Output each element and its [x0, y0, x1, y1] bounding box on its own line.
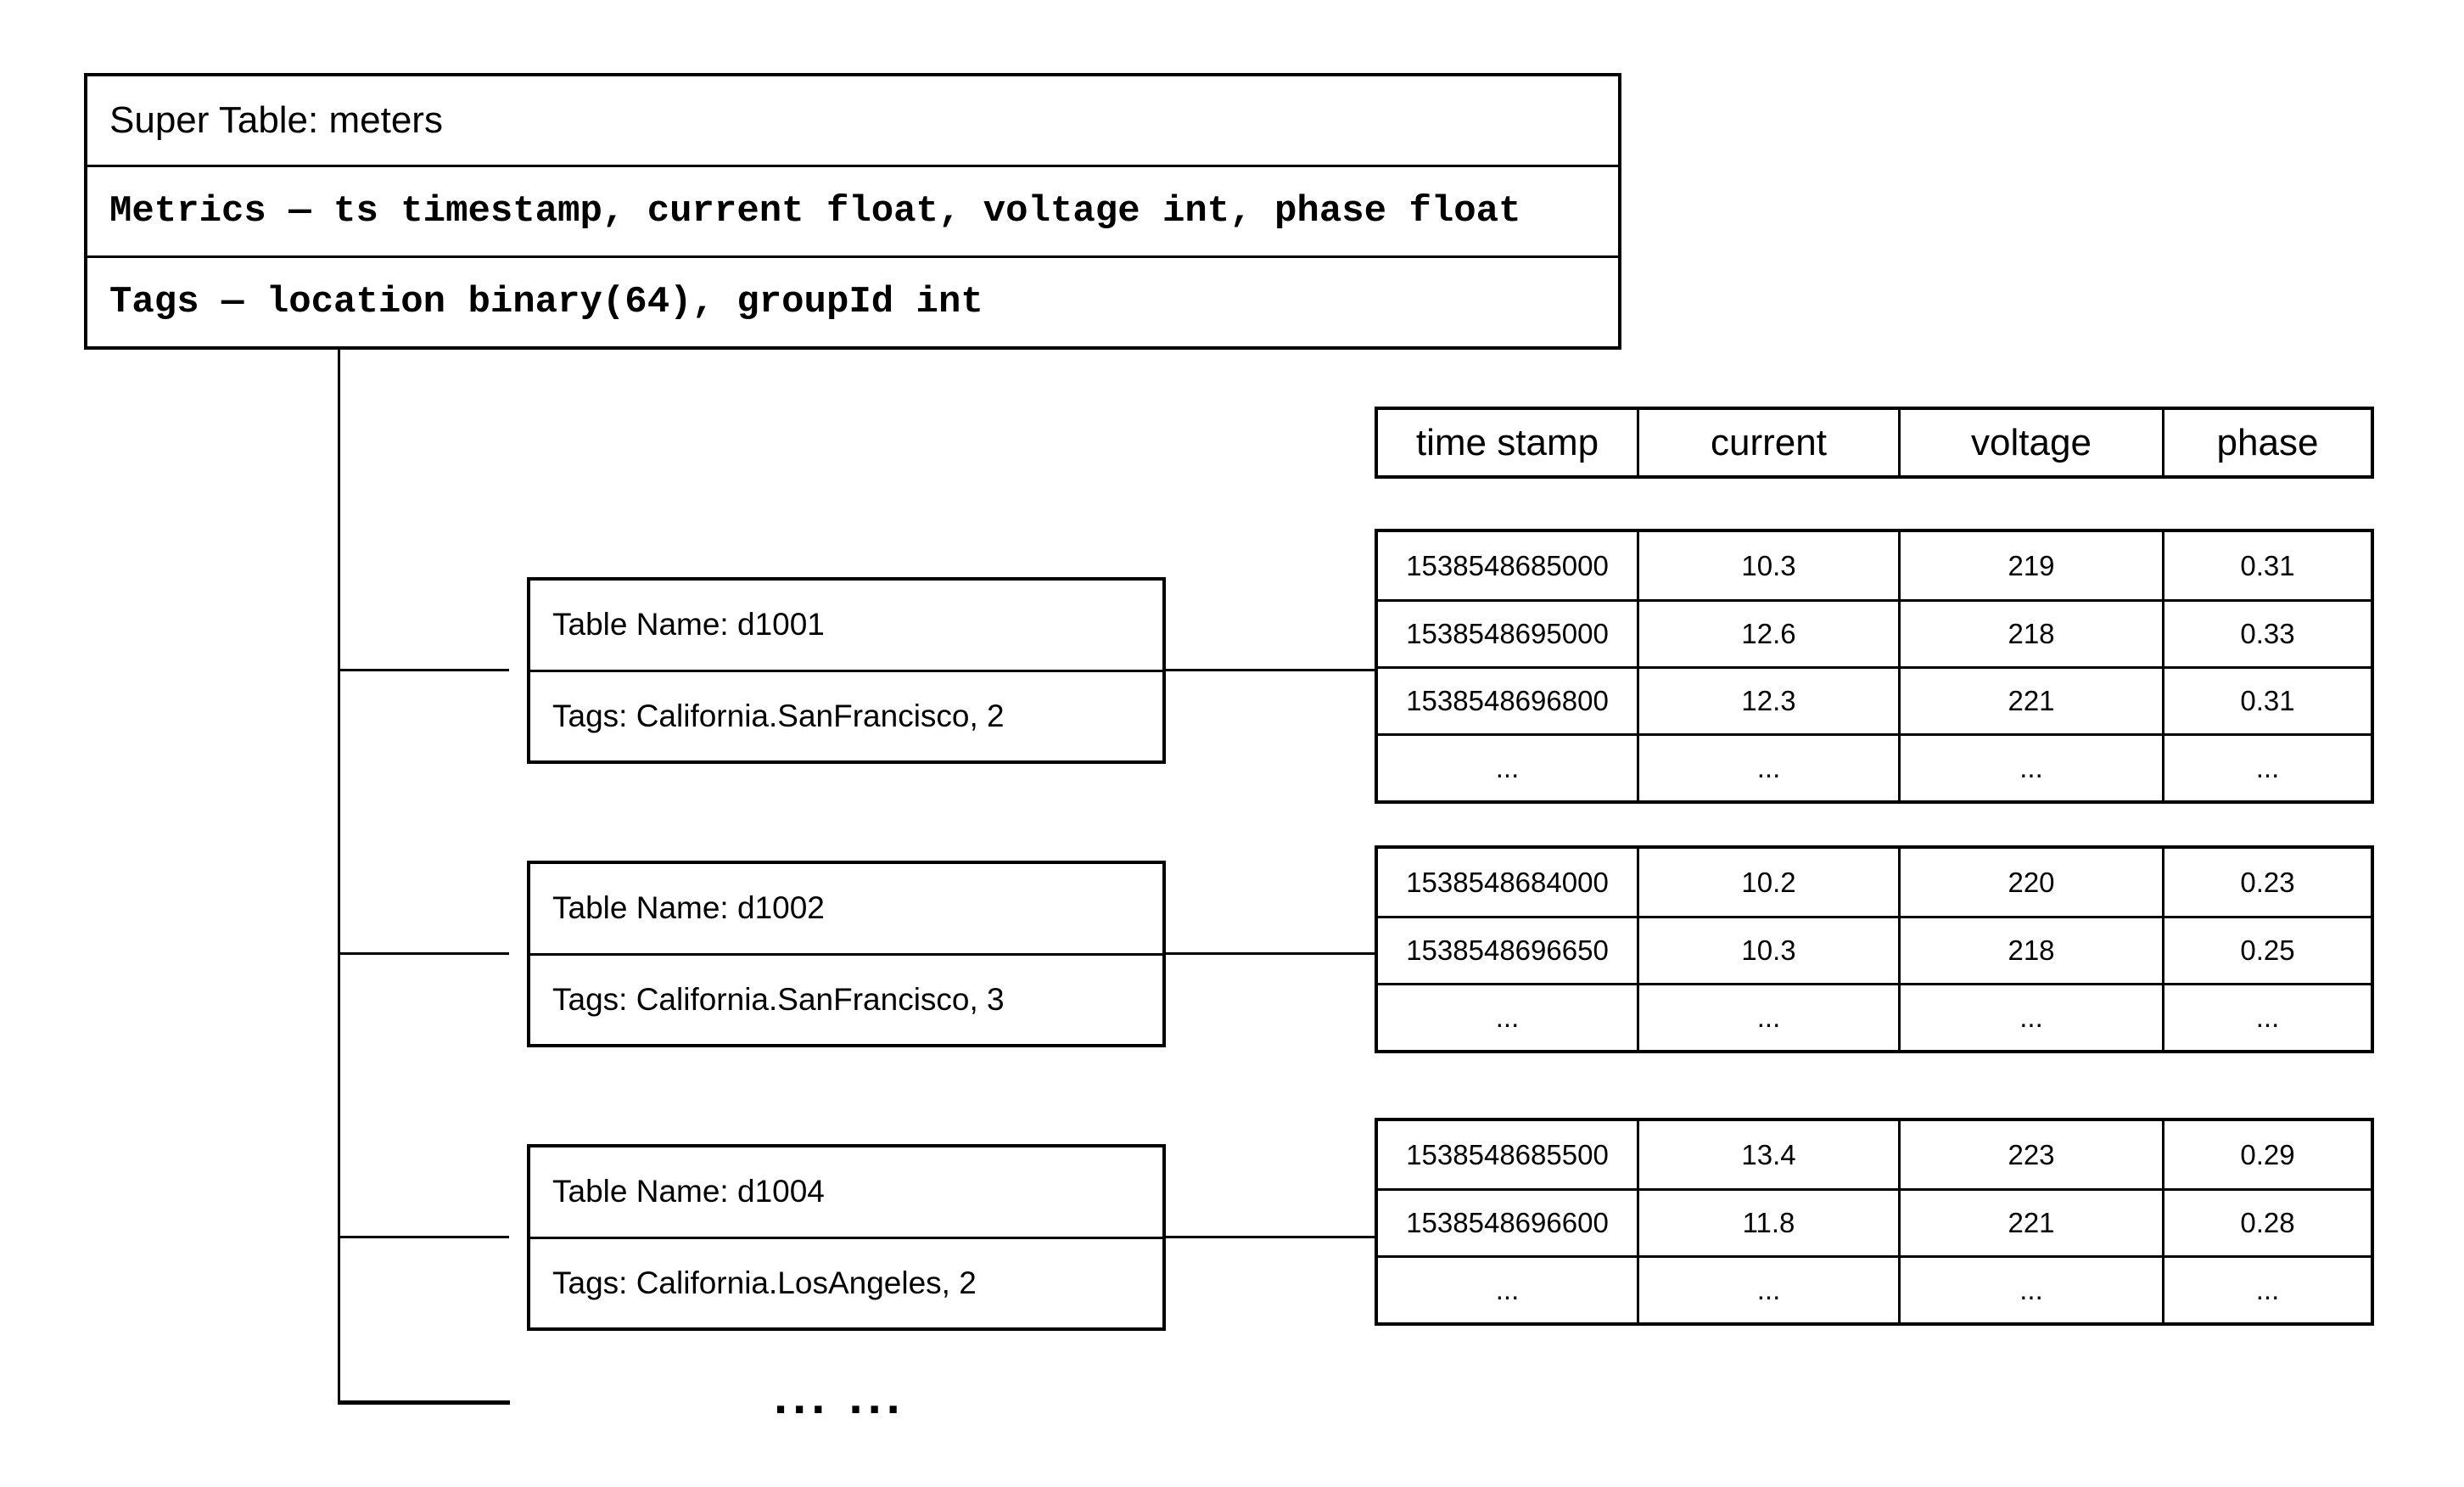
subtable-name-row — [530, 1148, 1162, 1237]
table-cell: ... — [1378, 1255, 1637, 1322]
subtable-d1001-tags: Tags: California.SanFrancisco, 2 — [552, 698, 1005, 733]
table-cell: 0.31 — [2162, 532, 2371, 599]
table-cell: 0.23 — [2162, 849, 2371, 916]
data-table-d1002 — [1375, 845, 2374, 1053]
branch-line-more — [338, 1400, 510, 1405]
table-cell: 1538548696600 — [1378, 1188, 1637, 1255]
data-table-d1001 — [1375, 529, 2374, 804]
table-cell: 10.2 — [1637, 849, 1898, 916]
table-cell: 10.3 — [1637, 916, 1898, 983]
subtable-tags-row — [530, 953, 1162, 1045]
table-cell: ... — [1898, 983, 2162, 1050]
table-cell: ... — [1378, 983, 1637, 1050]
table-cell: 221 — [1898, 1188, 2162, 1255]
table-cell: ... — [1637, 1255, 1898, 1322]
table-cell: 1538548684000 — [1406, 866, 1609, 898]
branch-line-d1004 — [340, 1236, 509, 1238]
subtable-d1004-name: Table Name: d1004 — [552, 1174, 825, 1209]
subtable-box-d1004 — [527, 1144, 1166, 1331]
table-cell: 0.29 — [2162, 1121, 2371, 1188]
super-table-box — [84, 73, 1621, 350]
more-subtables-ellipsis: ... ... — [774, 1369, 905, 1424]
table-cell: 1538548695000 — [1378, 599, 1637, 666]
table-cell: ... — [1637, 983, 1898, 1050]
table-cell: 0.25 — [2162, 916, 2371, 983]
link-line-d1002-to-table — [1166, 952, 1375, 955]
subtable-box-d1001 — [527, 577, 1166, 764]
subtable-name-row — [530, 864, 1162, 953]
table-cell: ... — [2162, 1255, 2371, 1322]
table-cell: ... — [1378, 733, 1637, 800]
table-cell: 0.31 — [2162, 666, 2371, 733]
table-cell: 1538548696800 — [1378, 666, 1637, 733]
branch-line-d1001 — [340, 669, 509, 671]
link-line-d1001-to-table — [1166, 669, 1375, 671]
table-cell: 223 — [1898, 1121, 2162, 1188]
trunk-connector-line — [338, 350, 340, 1404]
table-cell: 13.4 — [1637, 1121, 1898, 1188]
table-cell: ... — [1898, 733, 2162, 800]
table-cell: 1538548696650 — [1378, 916, 1637, 983]
table-cell: 0.28 — [2162, 1188, 2371, 1255]
subtable-box-d1002 — [527, 861, 1166, 1047]
table-cell: 218 — [1898, 916, 2162, 983]
column-header-row — [1375, 407, 2374, 479]
table-cell: 11.8 — [1637, 1188, 1898, 1255]
table-cell: 1538548685000 — [1406, 549, 1609, 581]
super-table-title-row — [87, 76, 1618, 165]
super-table-metrics-row — [87, 165, 1618, 255]
table-cell: ... — [1637, 733, 1898, 800]
column-header-time-stamp: time stamp — [1415, 421, 1599, 463]
link-line-d1004-to-table — [1166, 1236, 1375, 1238]
table-cell: 12.3 — [1637, 666, 1898, 733]
subtable-name-row — [530, 581, 1162, 670]
table-cell: ... — [2162, 983, 2371, 1050]
table-cell: 218 — [1898, 599, 2162, 666]
table-cell: 0.33 — [2162, 599, 2371, 666]
subtable-d1001-name: Table Name: d1001 — [552, 607, 825, 642]
subtable-d1002-tags: Tags: California.SanFrancisco, 3 — [552, 981, 1005, 1017]
table-cell: 219 — [1898, 532, 2162, 599]
table-cell: ... — [2162, 733, 2371, 800]
table-cell: 221 — [1898, 666, 2162, 733]
subtable-d1004-tags: Tags: California.LosAngeles, 2 — [552, 1265, 977, 1300]
table-cell: ... — [1898, 1255, 2162, 1322]
super-table-title: Super Table: meters — [109, 99, 443, 141]
column-header-voltage: voltage — [1898, 410, 2162, 475]
subtable-tags-row — [530, 1237, 1162, 1328]
column-header-current: current — [1637, 410, 1898, 475]
data-table-d1004 — [1375, 1118, 2374, 1326]
table-cell: 10.3 — [1637, 532, 1898, 599]
table-cell: 220 — [1898, 849, 2162, 916]
subtable-d1002-name: Table Name: d1002 — [552, 890, 825, 926]
super-table-tags: Tags — location binary(64), groupId int — [109, 281, 983, 323]
branch-line-d1002 — [340, 952, 509, 955]
subtable-tags-row — [530, 670, 1162, 761]
table-cell: 12.6 — [1637, 599, 1898, 666]
super-table-tags-row — [87, 255, 1618, 346]
table-cell: 1538548685500 — [1406, 1138, 1609, 1170]
column-header-phase: phase — [2162, 410, 2371, 475]
super-table-metrics: Metrics — ts timestamp, current float, voltage int, phase float — [109, 190, 1521, 233]
